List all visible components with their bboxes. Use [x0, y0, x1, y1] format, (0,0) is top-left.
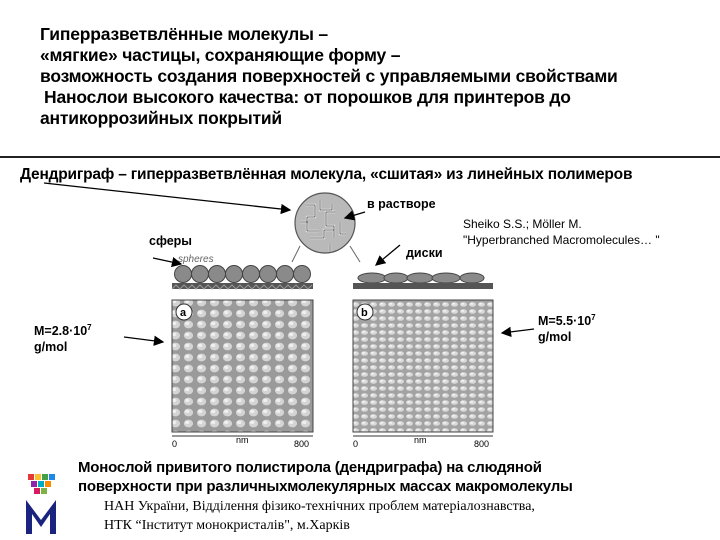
panel-a-label: a [180, 307, 187, 319]
caption-line: Монослой привитого полистирола (дендриграфа) на слюдяной [78, 459, 542, 476]
mass-right-arrow [502, 329, 534, 333]
intro-line: возможность создания поверхностей с управляемыми свойствами [40, 66, 618, 86]
spheres-label-ru: сферы [149, 234, 192, 248]
axis-tick-800: 800 [294, 439, 310, 449]
mass-left-arrow [124, 337, 163, 342]
reference-title: "Hyperbranched Macromolecules… " [463, 233, 660, 247]
discs-label: диски [406, 246, 443, 260]
institution-credit [104, 497, 535, 535]
axis-tick-800: 800 [474, 439, 490, 449]
spheres-arrow [153, 258, 181, 264]
figure-caption [78, 458, 573, 496]
mass-right-unit: g/mol [538, 330, 572, 345]
mass-left-value: M=2.8·10 [34, 324, 88, 339]
spheres-label: spheres [178, 254, 214, 265]
spheres-illustration [172, 266, 313, 290]
definition-arrow [44, 183, 290, 210]
axis-tick-0: 0 [172, 439, 178, 449]
institution-line: НТК “Інститут монокристалів", м.Харків [104, 518, 350, 533]
axis-unit: nm [414, 435, 427, 445]
in-solution-label: в растворе [367, 197, 436, 211]
intro-line: Гиперразветвлённые молекулы – [40, 24, 328, 44]
mass-right-exponent: 7 [591, 313, 596, 322]
intro-line: «мягкие» частицы, сохраняющие форму – [40, 45, 401, 65]
reference [463, 216, 660, 248]
afm-panel-a [172, 300, 313, 449]
institute-logo [26, 474, 56, 534]
intro-line: Нанослои высокого качества: от порошков для принтеров до [44, 87, 571, 107]
discs-illustration [353, 273, 493, 289]
mass-left-exponent: 7 [87, 323, 92, 332]
mass-left [34, 320, 92, 355]
definition-heading: Дендриграф – гиперразветвлённая молекула, «сшитая» из линейных полимеров [20, 166, 633, 183]
reference-authors: Sheiko S.S.; Möller M. [463, 217, 582, 231]
mass-right [538, 310, 596, 345]
institution-line: НАН України, Відділення фізико-технічних проблем матеріалознавства, [104, 499, 535, 514]
mass-left-unit: g/mol [34, 340, 68, 355]
caption-line: поверхности при различныхмолекулярных массах макромолекулы [78, 478, 573, 495]
molecule-in-solution [292, 193, 360, 262]
intro-line: антикоррозийных покрытий [40, 108, 282, 128]
afm-panel-b [353, 300, 493, 449]
axis-tick-0: 0 [353, 439, 359, 449]
axis-unit: nm [236, 435, 249, 445]
mass-right-value: M=5.5·10 [538, 314, 592, 329]
panel-b-label: b [361, 307, 368, 319]
discs-arrow [376, 245, 400, 265]
